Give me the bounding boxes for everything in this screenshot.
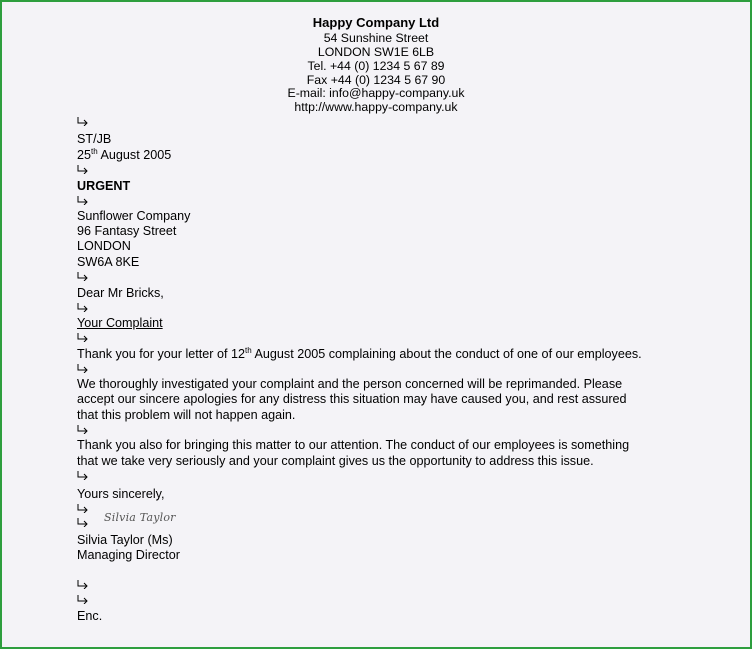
company-street: 54 Sunshine Street [323, 31, 429, 45]
company-email: E-mail: info@happy-company.uk [287, 86, 465, 100]
body-paragraph-2-line-1: We thoroughly investigated your complaint and the person concerned will be reprimanded. Please [77, 377, 623, 391]
paragraph-mark-icon [77, 594, 91, 604]
paragraph-mark-icon [77, 116, 91, 126]
company-city: LONDON SW1E 6LB [317, 45, 435, 59]
letter-date: 25th August 2005 [77, 147, 172, 162]
company-tel: Tel. +44 (0) 1234 5 67 89 [307, 59, 445, 73]
paragraph-mark-icon [77, 332, 91, 342]
body-paragraph-2-line-3: that this problem will not happen again. [77, 408, 296, 422]
urgent-label: URGENT [77, 179, 131, 193]
recipient-postcode: SW6A 8KE [77, 255, 140, 269]
subject-line: Your Complaint [77, 316, 163, 330]
recipient-city: LONDON [77, 239, 131, 253]
reference: ST/JB [77, 132, 112, 146]
body-paragraph-3-line-1: Thank you also for bringing this matter to our attention. The conduct of our employees is something [77, 438, 630, 452]
paragraph-mark-icon [77, 517, 91, 527]
paragraph-mark-icon [77, 271, 91, 281]
paragraph-mark-icon [77, 470, 91, 480]
signatory-name: Silvia Taylor (Ms) [77, 533, 173, 547]
body-paragraph-1: Thank you for your letter of 12th August 2005 complaining about the conduct of one of our employees. [77, 346, 642, 361]
paragraph-mark-icon [77, 363, 91, 373]
paragraph-mark-icon [77, 302, 91, 312]
paragraph-mark-icon [77, 424, 91, 434]
body-paragraph-3-line-2: that we take very seriously and your complaint gives us the opportunity to address this issue. [77, 454, 594, 468]
signatory-title: Managing Director [77, 548, 180, 562]
paragraph-mark-icon [77, 195, 91, 205]
salutation: Dear Mr Bricks, [77, 286, 164, 300]
paragraph-mark-icon [77, 503, 91, 513]
closing: Yours sincerely, [77, 487, 165, 501]
company-website: http://www.happy-company.uk [294, 100, 458, 114]
enclosure: Enc. [77, 609, 103, 623]
recipient-name: Sunflower Company [77, 209, 191, 223]
recipient-street: 96 Fantasy Street [77, 224, 177, 238]
paragraph-mark-icon [77, 164, 91, 174]
paragraph-mark-icon [77, 579, 91, 589]
signature: Silvia Taylor [104, 511, 176, 524]
company-name: Happy Company Ltd [312, 15, 440, 30]
body-paragraph-2-line-2: accept our sincere apologies for any distress this situation may have caused you, and rest assured [77, 392, 627, 406]
company-fax: Fax +44 (0) 1234 5 67 90 [306, 73, 446, 87]
